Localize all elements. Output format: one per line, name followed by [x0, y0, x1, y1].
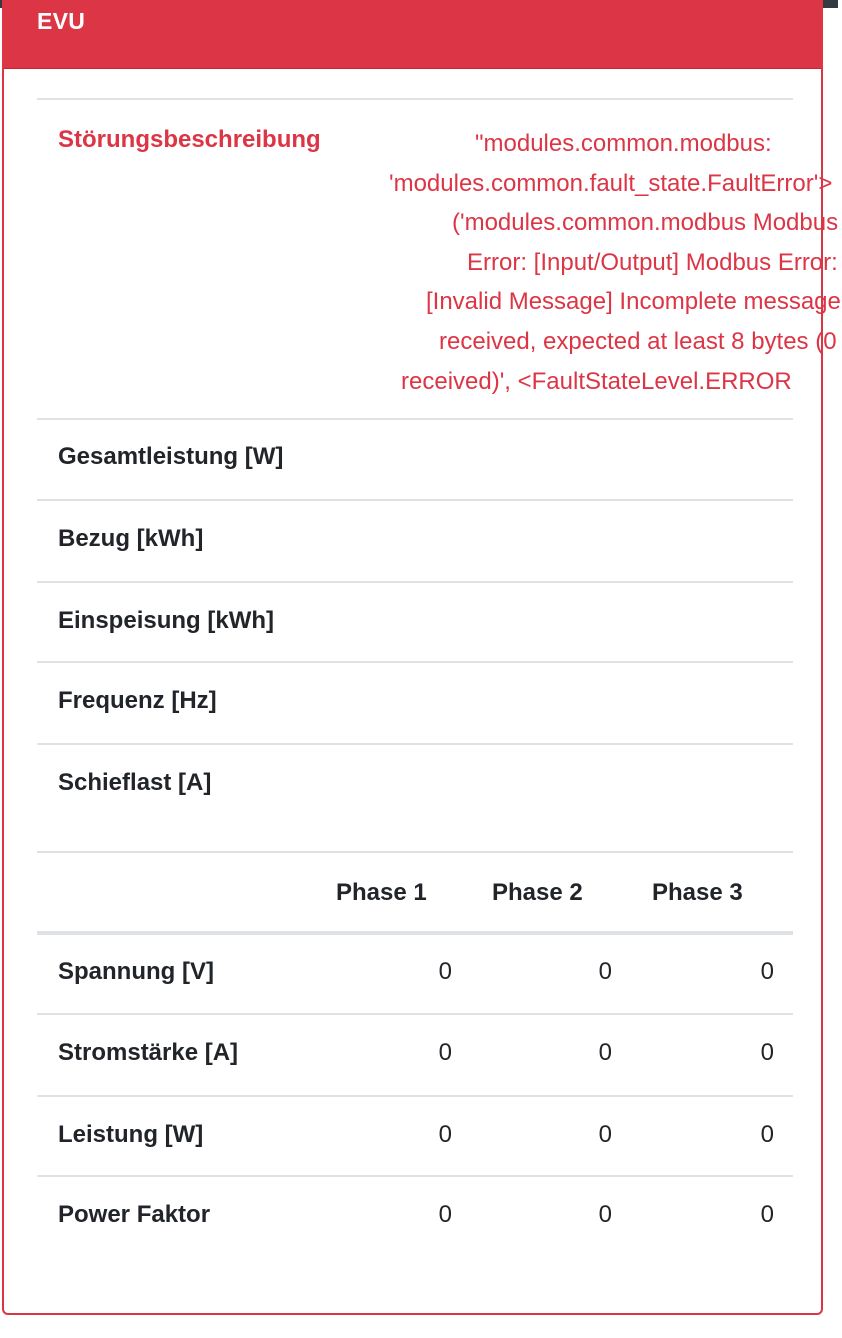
fault-line: 'modules.common.fault_state.FaultError'>	[389, 169, 833, 197]
card-title: EVU	[37, 8, 86, 34]
value-row-bezug	[37, 499, 793, 581]
phase-value: 0	[598, 1201, 612, 1228]
value-row-schieflast	[37, 743, 793, 851]
evu-card	[2, 0, 841, 1315]
fault-line: "modules.common.modbus:	[475, 130, 772, 157]
fault-line: received)', <FaultStateLevel.ERROR	[401, 367, 792, 395]
value-row-einspeisung	[37, 581, 793, 661]
phase-header: Phase 2	[492, 879, 583, 906]
fault-line: received, expected at least 8 bytes (0	[439, 327, 837, 355]
value-label: Gesamtleistung [W]	[58, 443, 284, 470]
value-row-gesamtleistung	[37, 418, 793, 499]
fault-row	[37, 98, 841, 418]
phase-row-label: Stromstärke [A]	[58, 1039, 239, 1066]
value-label: Frequenz [Hz]	[58, 687, 217, 714]
phase-value: 0	[438, 1121, 452, 1148]
phase-value: 0	[438, 1039, 452, 1066]
value-label: Bezug [kWh]	[58, 525, 204, 552]
phase-value: 0	[438, 1201, 452, 1228]
phase-row-label: Spannung [V]	[58, 958, 214, 985]
phase-value: 0	[760, 1121, 774, 1148]
phase-row-leistung	[37, 1095, 793, 1175]
phase-header: Phase 3	[652, 879, 743, 906]
phase-header: Phase 1	[336, 879, 427, 906]
phase-value: 0	[760, 1039, 774, 1066]
phase-value: 0	[760, 1201, 774, 1228]
fault-description	[382, 124, 842, 401]
phase-row-label: Leistung [W]	[58, 1121, 204, 1148]
fault-line: ('modules.common.modbus Modbus	[452, 209, 839, 237]
phase-row-label: Power Faktor	[58, 1201, 211, 1228]
phase-row-stromstaerke	[37, 1013, 793, 1095]
card-header[interactable]	[4, 2, 821, 69]
phase-row-spannung	[37, 931, 793, 1013]
fault-line: Error: [Input/Output] Modbus Error:	[467, 248, 838, 276]
fault-label: Störungsbeschreibung	[58, 126, 321, 153]
value-label: Schieflast [A]	[58, 769, 212, 796]
phase-value: 0	[598, 1121, 612, 1148]
phase-value: 0	[438, 958, 452, 985]
phase-value: 0	[760, 958, 774, 985]
value-label: Einspeisung [kWh]	[58, 607, 274, 634]
card-body	[37, 98, 841, 1257]
phase-value: 0	[598, 1039, 612, 1066]
fault-line: [Invalid Message] Incomplete message	[426, 288, 841, 316]
phase-value: 0	[598, 958, 612, 985]
phase-table-header	[37, 851, 793, 931]
phase-row-power-faktor	[37, 1175, 793, 1257]
value-row-frequenz	[37, 661, 793, 743]
